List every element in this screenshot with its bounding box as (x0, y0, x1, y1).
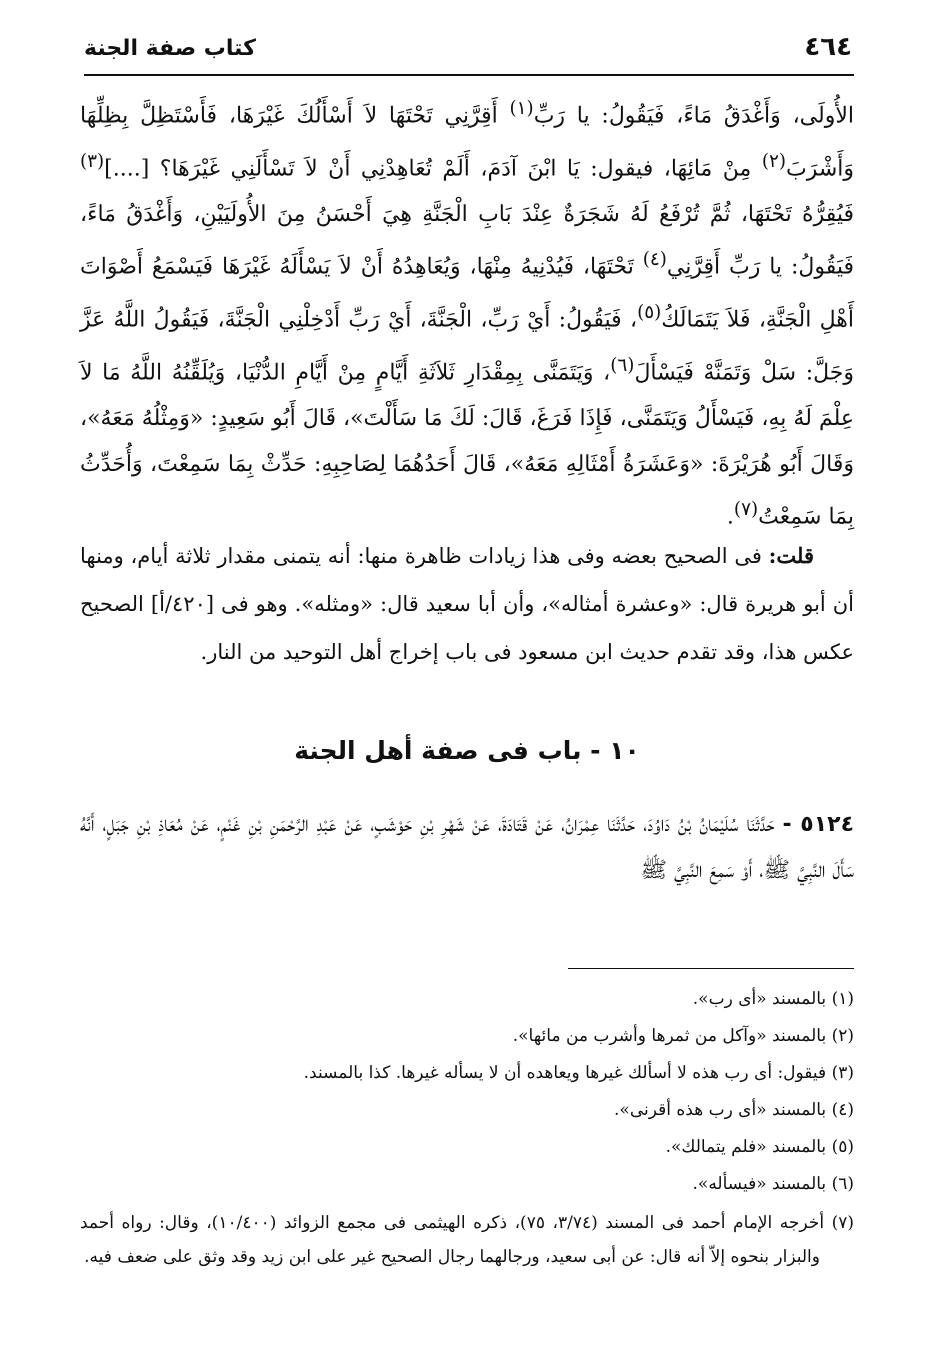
footnote-number: (٥) (831, 1137, 854, 1157)
footnote-number: (٤) (831, 1100, 854, 1120)
footnote-ref-4: (٤) (642, 249, 667, 271)
commentary-paragraph (80, 532, 854, 676)
footnote-divider (568, 968, 854, 969)
footnote-ref-6: (٦) (610, 355, 635, 377)
main-text-block (80, 86, 854, 540)
footnote-text: بالمسند «فيسأله». (692, 1174, 827, 1194)
footnote (80, 1058, 854, 1089)
footnote-ref-2: (٢) (761, 150, 786, 172)
footnote-number: (٢) (831, 1026, 854, 1046)
footnote-text: بالمسند «أى رب هذه أقرنى». (614, 1100, 827, 1120)
main-line-6: ، وَيَتَمَنَّى بِمِقْدَارِ ثَلاَثَةِ أَيَّامٍ مِنْ أَيَّامِ الدُّنْيَا، وَيُلَقِّنُهُ اللَّهُ مَا لاَ عِلْمَ لَهُ بِهِ، فَيَسْأَلُ وَيَتَمَنَّى، فَإِذَا فَرَغَ، قَالَ: لَكَ مَا سَأَلْتَ»، قَالَ أَبُو سَعِيدٍ: «وَمِثْلُهُ مَعَهُ»، وَقَالَ أَبُو هُرَيْرَةَ: «وَعَشَرَةُ أَمْثَالِهِ مَعَهُ»، قَالَ أَحَدُهُمَا لِصَاحِبِهِ: حَدِّثْ بِمَا سَمِعْتَ، وَأُحَدِّثُ بِمَا سَمِعْتُ (80, 360, 854, 530)
footnote-text: بالمسند «فلم يتمالك». (665, 1137, 827, 1157)
header-divider (84, 74, 854, 76)
main-line-7: . (726, 504, 734, 530)
main-line-3: فَيُقِرُّهُ تَحْتَهَا، ثُمَّ تُرْفَعُ لَهُ شَجَرَةٌ عِنْدَ بَابِ الْجَنَّةِ هِيَ أَحْسَنُ مِنَ الأُولَيَيْنِ، وَأَغْدَقُ مَاءً، فَيَقُولُ: يا رَبِّ أَقِرَّنِي (80, 201, 854, 280)
hadith-number: ٥١٢٤ - (782, 812, 854, 837)
footnote-text: بالمسند «أى رب». (692, 989, 827, 1009)
commentary-text: فى الصحيح بعضه وفى هذا زيادات ظاهرة منها: أنه يتمنى مقدار ثلاثة أيام، ومنها أن أبو هريرة قال: «وعشرة أمثاله»، وأن أبا سعيد قال: «ومثله». وهو فى [٤٢٠/أ] الصحيح عكس هذا، وقد تقدم حديث ابن مسعود فى باب إخراج أهل التوحيد من النار. (80, 544, 855, 664)
footnote-ref-7: (٧) (733, 499, 759, 521)
footnote (80, 984, 854, 1015)
page-number: ٤٦٤ (804, 32, 852, 62)
commentary-label: قلت: (768, 543, 814, 568)
footnote-number: (٦) (831, 1174, 854, 1194)
section-heading: ١٠ - باب فى صفة أهل الجنة (294, 736, 640, 765)
footnote-number: (١) (831, 989, 854, 1009)
footnote (80, 1206, 854, 1274)
footnote-number: (٧) (831, 1213, 854, 1233)
main-line-5: ، فَيَقُولُ: أَيْ رَبِّ، الْجَنَّةَ، أَيْ رَبِّ أَدْخِلْنِي الْجَنَّةَ، فَيَقُولُ اللَّهُ عَزَّ وَجَلَّ: سَلْ وَتَمَنَّهْ فَيَسْأَلَ (80, 307, 854, 386)
page-header (84, 32, 852, 68)
footnote-number: (٣) (831, 1063, 854, 1083)
main-line-1b: أَقِرَّنِي تَحْتَهَا لاَ أَسْأَلُكَ غَيْرَهَا، فَأَسْتَظِلَّ بِظِلِّهَا وَأَشْرَبَ (80, 103, 855, 182)
footnote (80, 1095, 854, 1126)
main-line-1: الأُولَى، وَأَغْدَقُ مَاءً، فَيَقُولُ: يا رَبِّ (533, 103, 854, 129)
footnotes-list (80, 984, 854, 1280)
hadith-block (80, 802, 854, 894)
footnote-ref-1: (١) (509, 98, 534, 119)
main-paragraph (80, 86, 854, 540)
hadith-text: حَدَّثَنَا سُلَيْمَانُ بْنُ دَاوُدَ، حَدَّثَنَا عِمْرَانُ، عَنْ قَتَادَةَ، عَنْ شَهْرِ بْنِ حَوْشَبٍ، عَنْ عَبْدِ الرَّحْمَنِ بْنِ غَنْمٍ، عَنْ مُعَاذِ بْنِ جَبَلٍ، أَنَّهُ سَأَلَ النَّبِيَّ ﷺ، أَوْ سَمِعَ النَّبِيَّ ﷺ (80, 812, 854, 883)
main-line-2: مِنْ مَائِهَا، فيقول: يَا ابْنَ آدَمَ، أَلَمْ تُعَاهِدْنِي أَنْ لاَ تَسْأَلَنِي غَيْرَهَا؟ [....] (104, 156, 752, 182)
main-line-4: تَحْتَهَا، فَيُدْنِيهُ مِنْهَا، وَيُعَاهِدُهُ أَنْ لاَ يَسْأَلَهُ غَيْرَهَا فَيَسْمَعُ أَصْوَاتَ أَهْلِ الْجَنَّةِ، فَلاَ يَتَمَالَكُ (80, 254, 854, 333)
footnote (80, 1021, 854, 1052)
footnote (80, 1169, 854, 1200)
footnote-ref-5: (٥) (637, 302, 662, 324)
book-title: كتاب صفة الجنة (84, 36, 256, 61)
footnote (80, 1132, 854, 1163)
footnote-text: فيقول: أى رب هذه لا أسألك غيرها ويعاهده أن لا يسأله غيرها. كذا بالمسند. (303, 1063, 827, 1083)
footnote-text: أخرجه الإمام أحمد فى المسند (٣/٧٤، ٧٥)، ذكره الهيثمى فى مجمع الزوائد (١٠/٤٠٠)، وقال: رواه أحمد والبزار بنحوه إلاّ أنه قال: عن أبى سعيد، ورجالهما رجال الصحيح غير على ابن زيد وقد وثق على ضعف فيه. (80, 1213, 825, 1267)
footnote-ref-3: (٣) (80, 150, 105, 172)
footnote-text: بالمسند «وآكل من ثمرها وأشرب من مائها». (512, 1026, 827, 1046)
